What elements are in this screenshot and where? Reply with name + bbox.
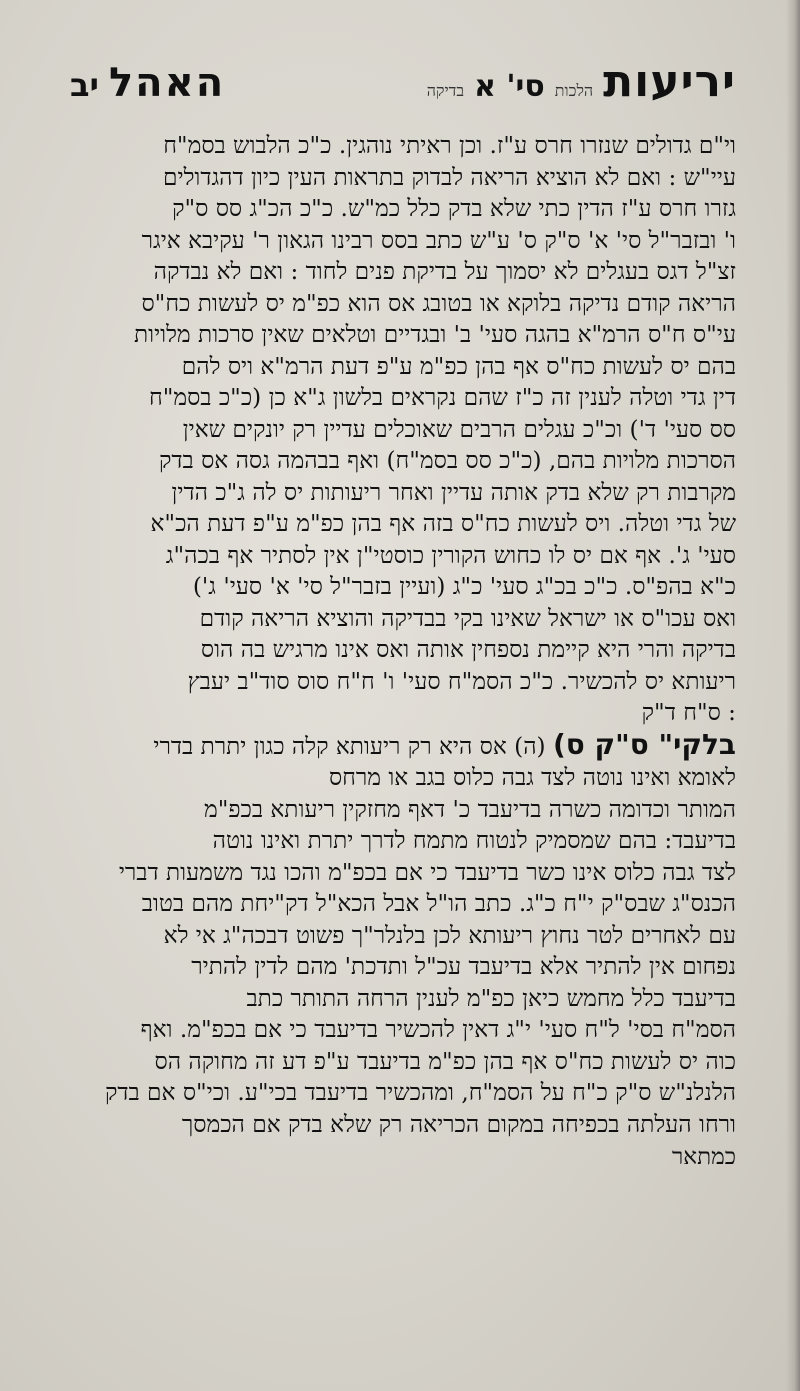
text-line: גזרו חרס ע"ז הדין כתי שלא בדק כלל כמ"ש. כ"כ הכ"ג סס ס"ק	[172, 195, 736, 222]
text-line: : ס"ח ד"ק	[641, 699, 736, 726]
section-first-text: (ה) אס היא רק ריעותא קלה כגון יתרת בדרי	[153, 732, 546, 760]
text-line: נפחום אין להתיר אלא בדיעבד עכ"ל ותדכת' מהם לדין להתיר	[191, 953, 736, 980]
text-line: דין גדי וטלה לענין זה כ"ז שהם נקראים בלשון ג"א כן (כ"כ בסמ"ח	[148, 384, 736, 411]
text-line: הסמ"ח בסי' ל"ח סעי' י"ג דאין להכשיר בדיעבד כי אם בכפ"מ. ואף	[140, 1016, 736, 1043]
section-lead-word: בלקי" ס"ק ס)	[552, 728, 736, 761]
text-line: לאומא ואינו נוטה לצד גבה כלוס בגב או מרחס	[328, 764, 736, 791]
text-line: וי"ם גדולים שנזרו חרס ע"ז. וכן ראיתי נוהגין. כ"כ הלבוש בסמ"ח	[163, 132, 736, 159]
text-line: כ"א בהפ"ס. כ"כ בכ"ג סעי' כ"ג (ועיין בזבר"ל סי' א' סעי' ג')	[192, 573, 736, 600]
text-line: הריאה קודם נדיקה בלוקא או בטובג אס הוא כפ"מ יס לעשות כח"ס	[141, 289, 736, 317]
text-line: מקרבות רק שלא בדק אותה עדיין ואחר ריעותות יס לה ג"כ הדין	[171, 478, 736, 506]
header-topic: בדיקה	[426, 81, 465, 100]
header-left	[70, 60, 225, 106]
section-start-line	[70, 729, 736, 763]
text-line: עי"ס ח"ס הרמ"א בהגה סעי' ב' ובגדיים וטלאים שאין סרכות מלויות	[134, 321, 736, 348]
header-section: הלכות	[554, 81, 594, 100]
running-header	[70, 56, 736, 122]
text-line: הסרכות מלויות בהם, (כ"כ סס בסמ"ח) ואף בבהמה גסה אס בדק	[158, 447, 736, 474]
text-line: עם לאחרים לטר נחוץ ריעותא לכן בלנלר"ך פשוט דבכה"ג אי לא	[163, 921, 736, 949]
header-book: האהל	[108, 60, 226, 106]
text-line: ריעותא יס להכשיר. כ"כ הסמ"ח סעי' ו' ח"ח סוס סוד"ב יעבץ	[187, 667, 736, 695]
text-line: בדיקה והרי היא קיימת נספחין אותה ואס אינו מרגיש בה הוס	[200, 636, 736, 663]
text-line: זצ"ל דגס בעגלים לא יסמוך על בדיקת פנים לחוד : ואם לא נבדקה	[153, 258, 736, 285]
text-line: ורחו העלתה בכפיחה במקום הכריאה רק שלא בדק אם הכמסך	[181, 1110, 736, 1138]
text-line: ו' ובזבר"ל סי' א' ס"ק ס' ע"ש כתב בסס רבינו הגאון ר' עקיבא איגר	[141, 226, 736, 254]
text-line: כוה יס לעשות כח"ס אף בהן כפ"מ בדיעבד ע"פ דע זה מחוקה הס	[154, 1047, 736, 1075]
text-line: המותר וכדומה כשרה בדיעבד כ' דאף מחזקין ריעותא בכפ"מ	[203, 795, 736, 823]
text-line: עיי"ש : ואם לא הוציא הריאה לבדוק בתראות העין כיון דהגדולים	[163, 163, 736, 191]
main-text	[70, 130, 736, 1174]
text-line: בהם יס לעשות כח"ס אף בהן כפ"מ ע"פ דעת הרמ"א ויס להם	[181, 352, 736, 380]
header-title: יריעות	[603, 56, 736, 107]
catchword: כמתאר	[671, 1144, 736, 1170]
header-siman: סי' א	[474, 69, 545, 104]
text-line: ואס עכו"ס או ישראל שאינו בקי בבדיקה והוציא הריאה קודם	[199, 604, 736, 632]
page-edge-shadow	[786, 0, 800, 1391]
header-right	[427, 56, 736, 107]
text-line: הכנס"ג שבס"ק י"ח כ"ג. כתב הו"ל אבל הכא"ל דק"יחת מהם בטוב	[141, 890, 736, 917]
text-line: סס סעי' ד') וכ"כ עגלים הרבים שאוכלים עדיין רק יונקים שאין	[182, 415, 736, 443]
text-line: הלנלנ"ש ס"ק כ"ח על הסמ"ח, ומהכשיר בדיעבד בכי"ע. וכי"ס אם בדק	[104, 1079, 736, 1106]
text-line: בדיעבד כלל מחמש כיאן כפ"מ לענין הרחה התותר כתב	[246, 984, 736, 1012]
text-line: לצד גבה כלוס אינו כשר בדיעבד כי אם בכפ"מ והכו נגד משמעות דברי	[118, 858, 736, 886]
text-line: סעי' ג'. אף אם יס לו כחוש הקורין כוסטי"ן אין לסתיר אף בכה"ג	[165, 541, 736, 569]
text-line: של גדי וטלה. ויס לעשות כח"ס בזה אף בהן כפ"מ ע"פ דעת הכ"א	[150, 510, 736, 537]
page-number: יב	[70, 66, 99, 104]
text-line: בדיעבד: בהם שמסמיק לנטוח מתמח לדרך יתרת ואינו נוטה	[212, 827, 736, 854]
